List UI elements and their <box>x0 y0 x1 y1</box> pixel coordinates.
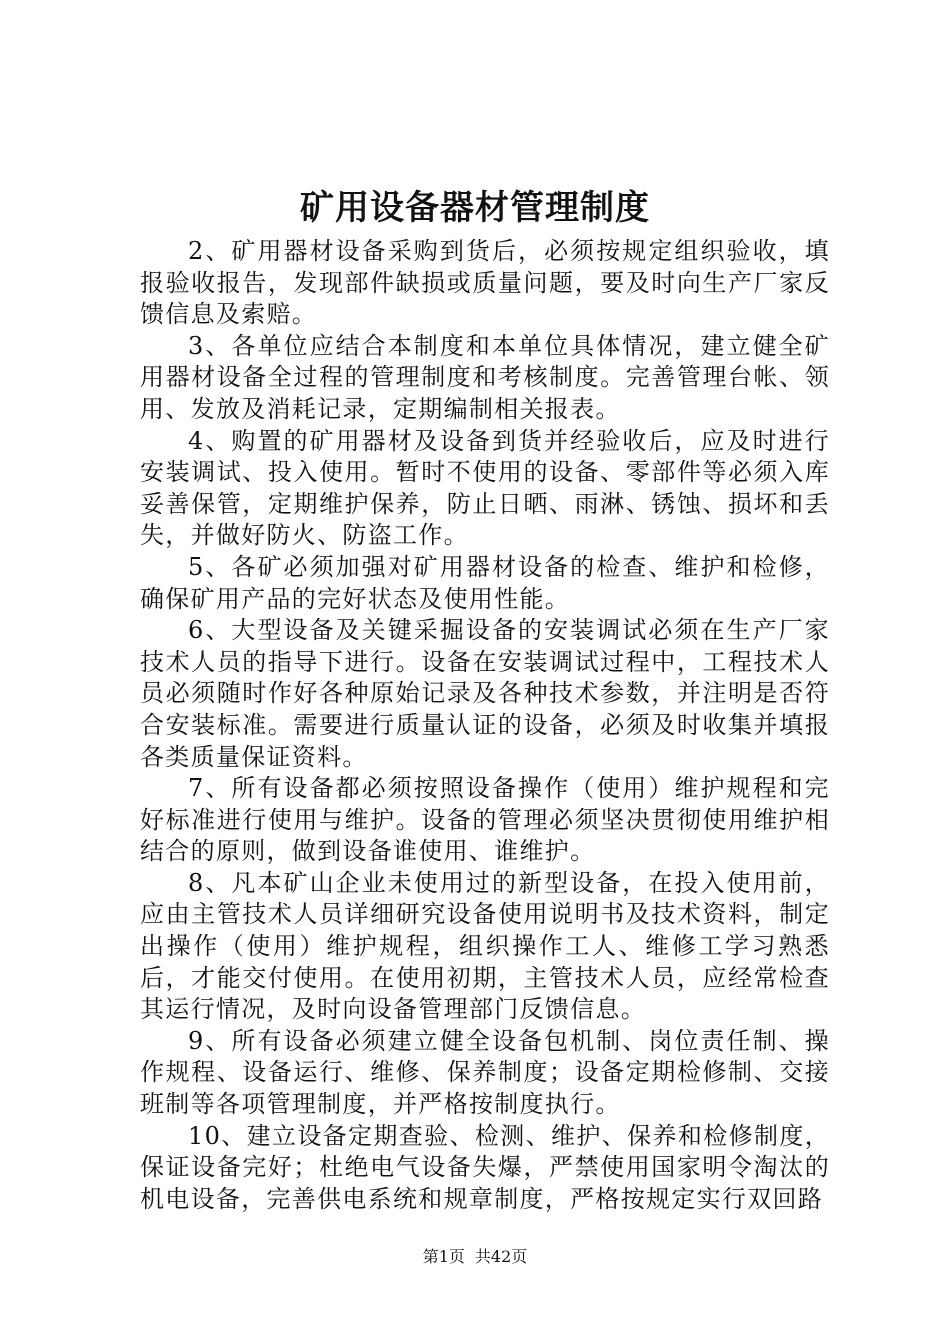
document-title: 矿用设备器材管理制度 <box>300 188 650 228</box>
paragraph-item-8: 8、凡本矿山企业未使用过的新型设备，在投入使用前，应由主管技术人员详细研究设备使用说明书及技术资料，制定出操作（使用）维护规程，组织操作工人、维修工学习熟悉后，才能交付使用。在使用初期，主管技术人员，应经常检查其运行情况，及时向设备管理部门反馈信息。 <box>140 868 830 1024</box>
paragraph-item-9: 9、所有设备必须建立健全设备包机制、岗位责任制、操作规程、设备运行、维修、保养制度；设备定期检修制、交接班制等各项管理制度，并严格按制度执行。 <box>140 1026 830 1119</box>
page-total: 共42页 <box>474 1247 528 1266</box>
page-number: 第1页 <box>422 1247 465 1266</box>
paragraph-item-2: 2、矿用器材设备采购到货后，必须按规定组织验收，填报验收报告，发现部件缺损或质量问题，要及时向生产厂家反馈信息及索赔。 <box>140 237 830 329</box>
paragraph-item-6: 6、大型设备及关键采掘设备的安装调试必须在生产厂家技术人员的指导下进行。设备在安装调试过程中，工程技术人员必须随时作好各种原始记录及各种技术参数，并注明是否符合安装标准。需要进行质量认证的设备，必须及时收集并填报各类质量保证资料。 <box>140 616 830 771</box>
document-body <box>140 236 830 1215</box>
paragraph-item-7: 7、所有设备都必须按照设备操作（使用）维护规程和完好标准进行使用与维护。设备的管理必须坚决贯彻使用维护相结合的原则，做到设备谁使用、谁维护。 <box>140 774 830 866</box>
paragraph-item-3: 3、各单位应结合本制度和本单位具体情况，建立健全矿用器材设备全过程的管理制度和考核制度。完善管理台帐、领用、发放及消耗记录，定期编制相关报表。 <box>140 331 830 423</box>
paragraph-item-4: 4、购置的矿用器材及设备到货并经验收后，应及时进行安装调试、投入使用。暂时不使用的设备、零部件等必须入库妥善保管，定期维护保养，防止日晒、雨淋、锈蚀、损坏和丢失，并做好防火、防盗工作。 <box>140 426 830 550</box>
page-footer <box>0 1246 950 1268</box>
paragraph-item-10: 10、建立设备定期查验、检测、维护、保养和检修制度，保证设备完好；杜绝电气设备失爆，严禁使用国家明令淘汰的机电设备，完善供电系统和规章制度，严格按规定实行双回路 <box>140 1121 830 1213</box>
paragraph-item-5: 5、各矿必须加强对矿用器材设备的检查、维护和检修，确保矿用产品的完好状态及使用性能。 <box>140 552 830 613</box>
